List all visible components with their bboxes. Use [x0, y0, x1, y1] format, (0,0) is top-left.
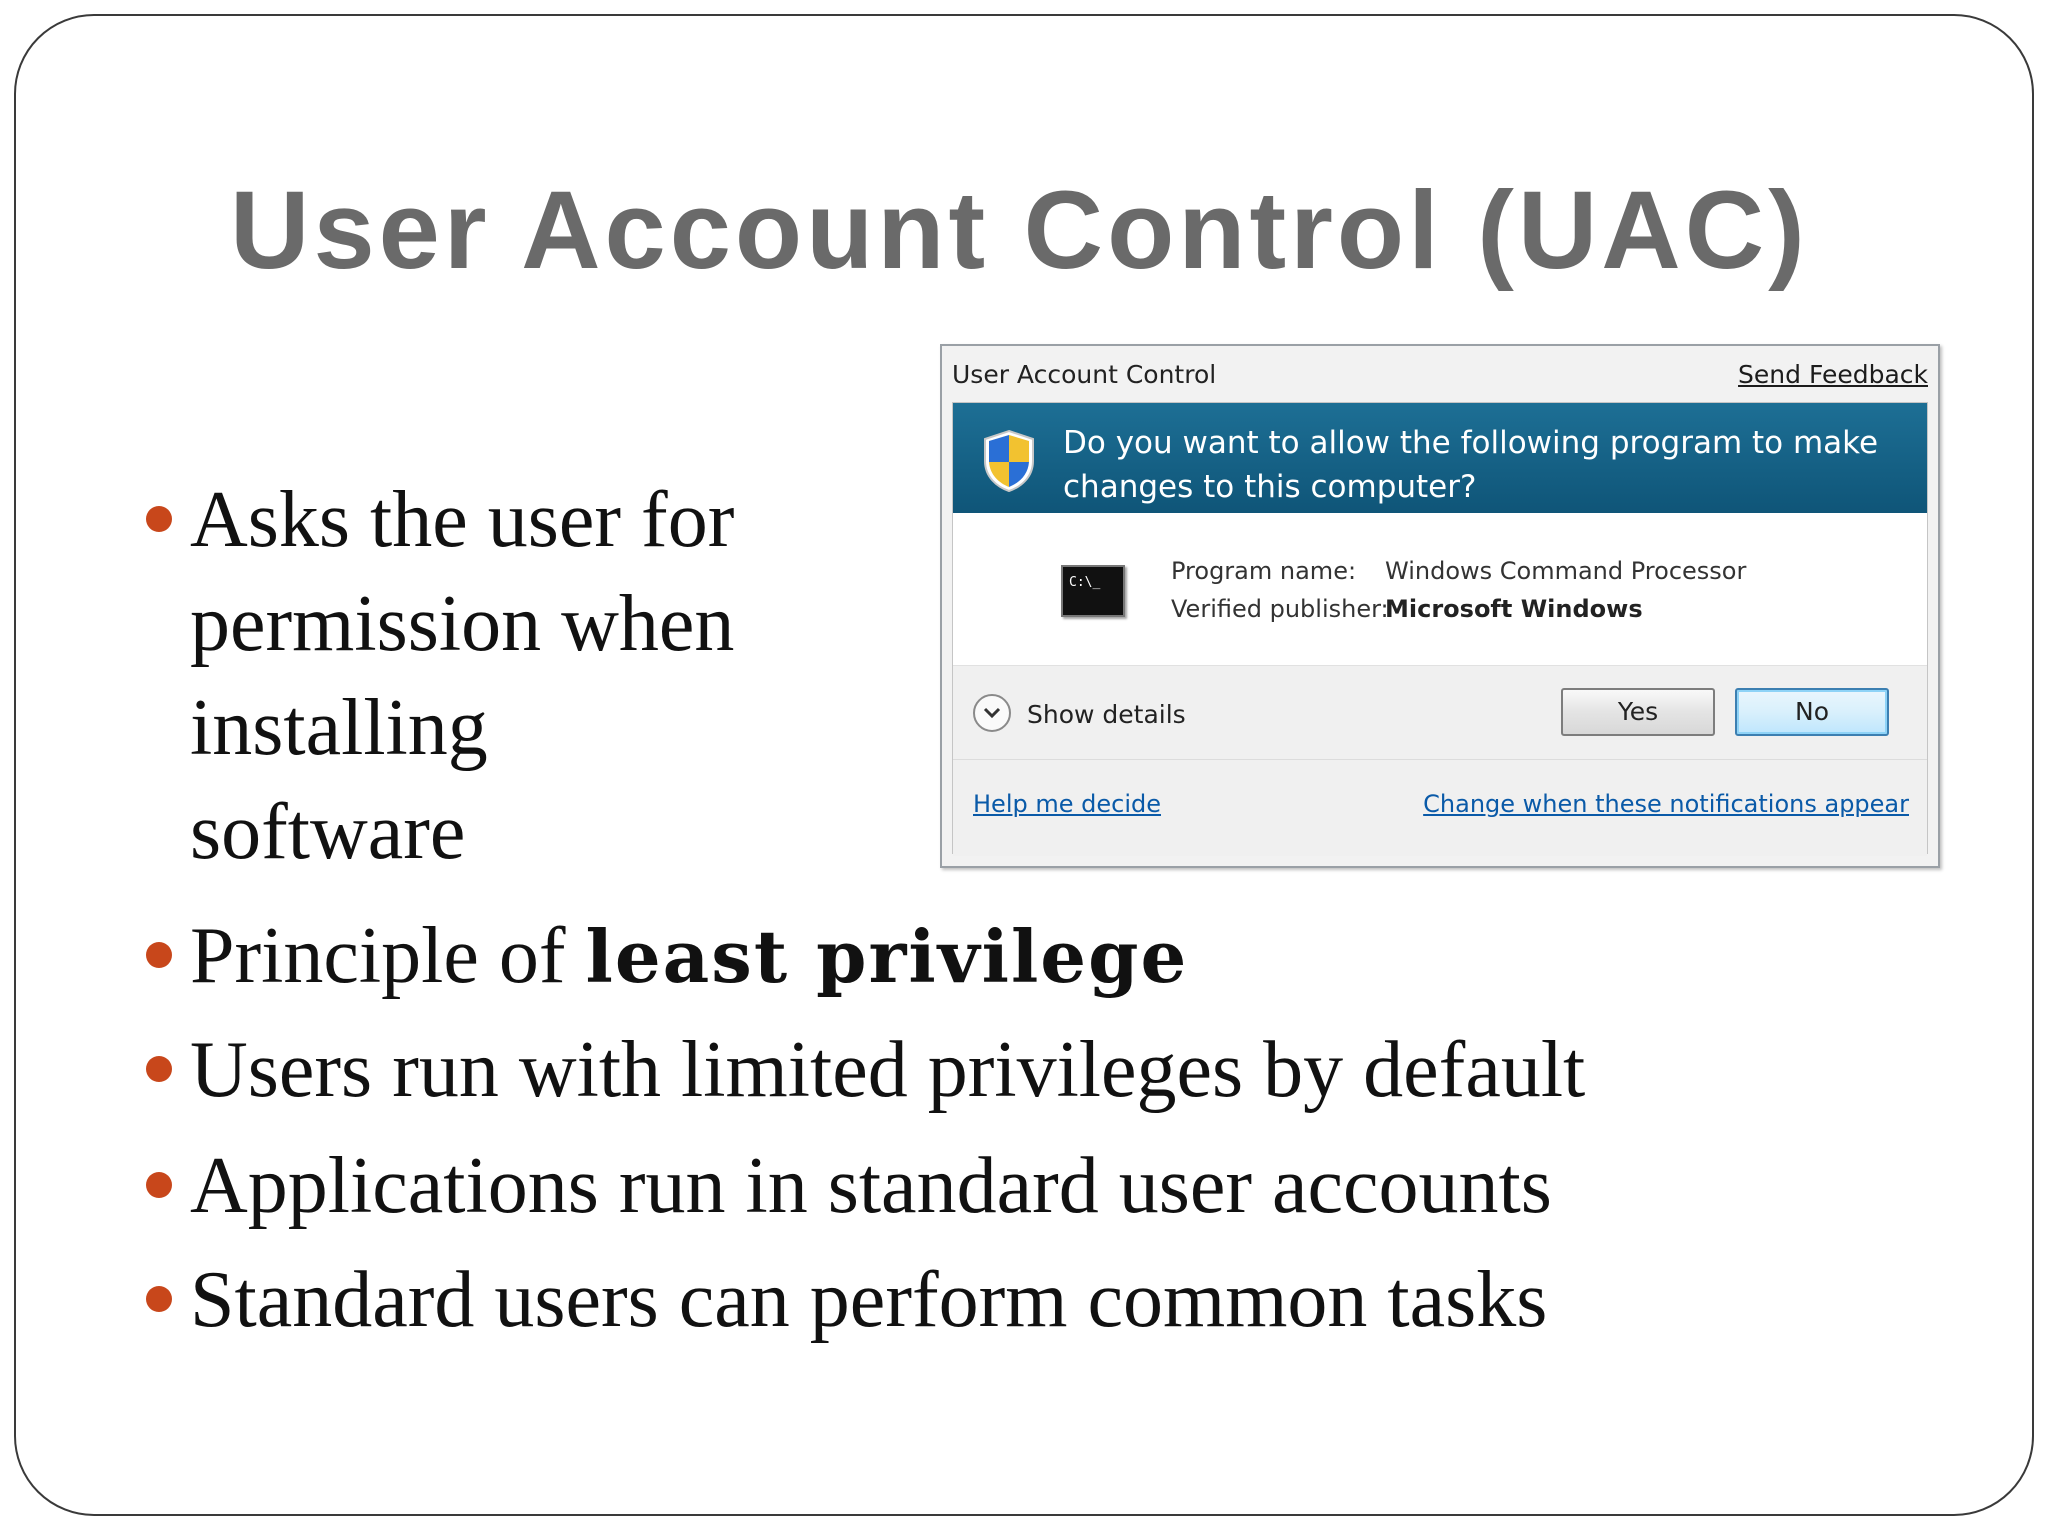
bullet-5-text: Standard users can perform common tasks [190, 1256, 1548, 1344]
slide-title: User Account Control (UAC) [230, 169, 1809, 292]
show-details-toggle[interactable]: Show details [1027, 700, 1186, 729]
bullet-1-line-4: software [190, 788, 466, 876]
chevron-down-icon[interactable] [973, 694, 1011, 732]
publisher-label: Verified publisher: [1171, 595, 1389, 623]
bullet-1-line-2: permission when [190, 580, 735, 668]
uac-shield-icon [981, 429, 1037, 493]
bullet-1 [190, 468, 734, 884]
uac-dialog [940, 344, 1940, 868]
bullet-4-text: Applications run in standard user accounts [190, 1142, 1552, 1230]
uac-banner [953, 403, 1927, 513]
bullet-dot [146, 942, 172, 968]
program-name-label: Program name: [1171, 557, 1357, 585]
command-prompt-icon [1061, 565, 1125, 617]
uac-program-info [953, 513, 1927, 665]
no-button[interactable]: No [1735, 688, 1889, 736]
bullet-5 [190, 1248, 1547, 1352]
bullet-dot [146, 506, 172, 532]
bullet-2-prefix: Principle of [190, 912, 586, 1000]
uac-links-bar [953, 759, 1927, 856]
uac-titlebar [942, 346, 1938, 402]
uac-actions-bar [953, 665, 1927, 760]
yes-button[interactable]: Yes [1561, 688, 1715, 736]
cmd-icon-text: C:\_ [1069, 575, 1101, 590]
bullet-dot [146, 1056, 172, 1082]
bullet-3 [190, 1018, 1585, 1122]
bullet-1-line-1: Asks the user for [190, 476, 735, 564]
change-notifications-link[interactable]: Change when these notifications appear [1423, 790, 1909, 818]
uac-question: Do you want to allow the following program to make changes to this computer? [1063, 425, 1879, 505]
uac-dialog-title: User Account Control [952, 360, 1217, 389]
bullet-4 [190, 1134, 1552, 1238]
bullet-1-line-3: installing [190, 684, 488, 772]
send-feedback-link[interactable]: Send Feedback [1738, 360, 1928, 389]
slide [14, 14, 2034, 1516]
bullet-2 [190, 904, 1188, 1009]
publisher-value: Microsoft Windows [1385, 595, 1643, 623]
uac-dialog-body [952, 402, 1928, 854]
bullet-dot [146, 1286, 172, 1312]
bullet-3-text: Users run with limited privileges by default [190, 1026, 1586, 1114]
help-me-decide-link[interactable]: Help me decide [973, 790, 1161, 818]
bullet-dot [146, 1172, 172, 1198]
bullet-2-emphasis: least privilege [585, 914, 1189, 999]
program-name-value: Windows Command Processor [1385, 557, 1747, 585]
